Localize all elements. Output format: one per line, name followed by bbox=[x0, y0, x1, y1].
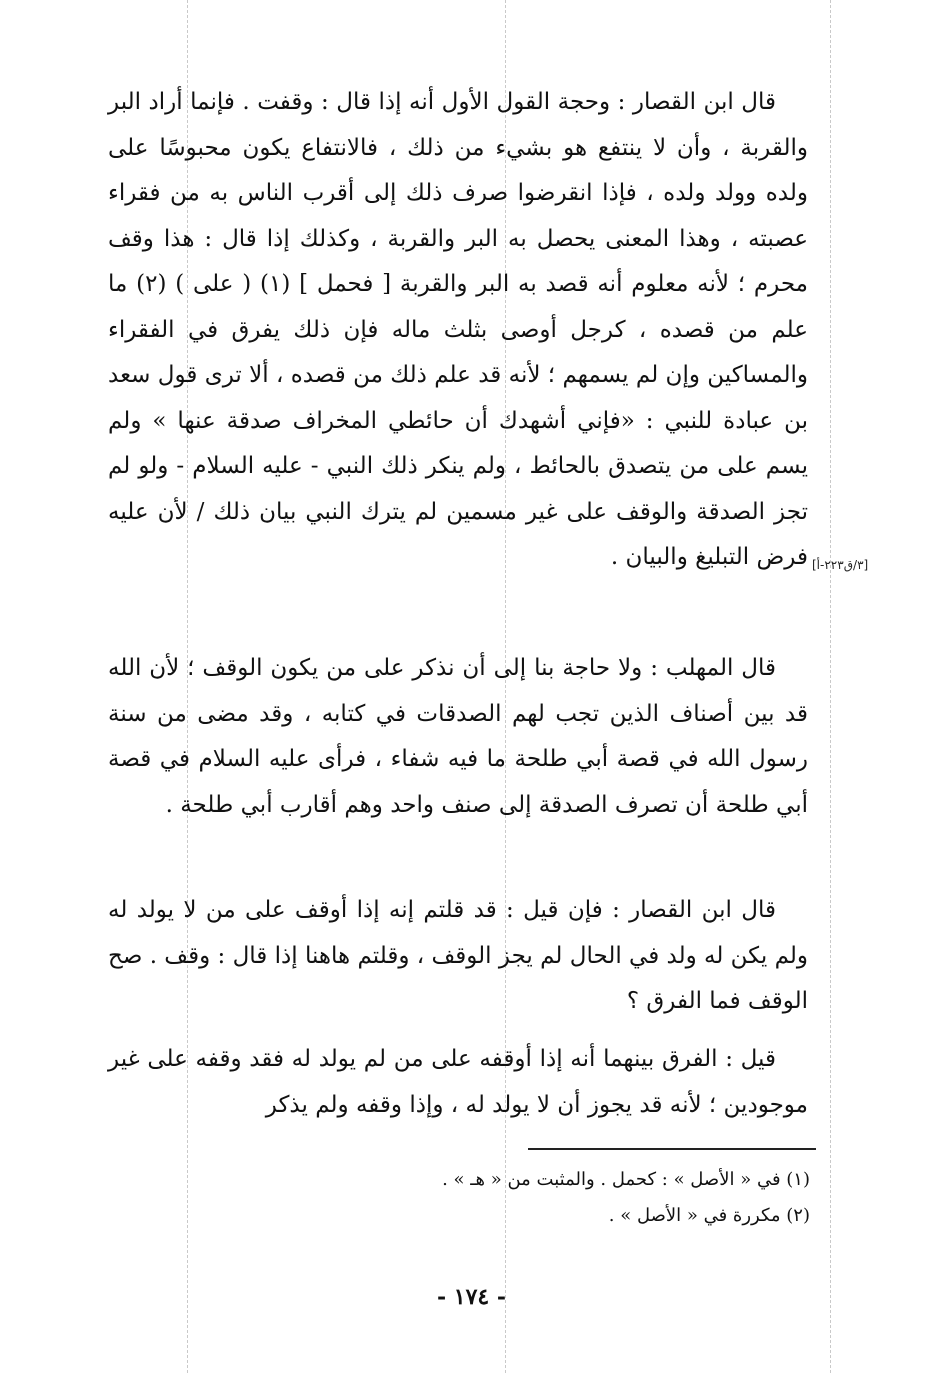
footnote-2: (٢) مكررة في « الأصل » . bbox=[608, 1205, 810, 1226]
paragraph-3-block bbox=[108, 888, 808, 1025]
footnote-separator bbox=[528, 1148, 816, 1150]
page-number: - ١٧٤ - bbox=[436, 1284, 507, 1310]
footnote-1: (١) في « الأصل » : كحمل . والمثبت من « هـ » . bbox=[442, 1169, 810, 1190]
paragraph-4: قيل : الفرق بينهما أنه إذا أوقفه على من لم يولد له فقد وقفه على غير موجودين ؛ لأنه قد يجوز أن لا يولد له ، وإذا وقفه ولم يذكر bbox=[108, 1046, 808, 1118]
paragraph-3: قال ابن القصار : فإن قيل : قد قلتم إنه إذا أوقف على من لا يولد له ولم يكن له ولد في الحال لم يجز الوقف ، وقلتم هاهنا إذا قال : وقف . صح الوقف فما الفرق ؟ bbox=[108, 897, 808, 1014]
paragraph-2-block bbox=[108, 646, 808, 828]
manuscript-folio-marker: [٣/ق٢٢٣-أ] bbox=[812, 558, 869, 572]
scan-guide-line bbox=[830, 0, 831, 1373]
paragraph-1: قال ابن القصار : وحجة القول الأول أنه إذا قال : وقفت . فإنما أراد البر والقربة ، وأن لا ينتفع هو بشيء من ذلك ، فالانتفاع يكون محبوسًا على ولده وولد ولده ، فإذا انقرضوا صرف ذلك إلى أقرب الناس به من فقراء عصبته ، وهذا المعنى يحصل به البر والقربة ، وكذلك إذا قال : هذا وقف محرم ؛ لأنه معلوم أنه قصد به البر والقربة [ فحمل ] (١) ( على ) (٢) ما علم من قصده ، كرجل أوصى بثلث ماله فإن ذلك يفرق في الفقراء والمساكين وإن لم يسمهم ؛ لأنه قد علم ذلك من قصده ، ألا ترى قول سعد بن عبادة للنبي : «فإني أشهدك أن حائطي المخراف صدقة عنها » ولم يسم على من يتصدق بالحائط ، ولم ينكر ذلك النبي - عليه السلام - ولو لم تجز الصدقة والوقف على غير مسمين لم يترك النبي بيان ذلك / لأن عليه فرض التبليغ والبيان . bbox=[108, 89, 808, 570]
footnotes bbox=[300, 1162, 810, 1234]
paragraph-4-block bbox=[108, 1037, 808, 1128]
paragraph-1-block bbox=[108, 80, 808, 581]
paragraph-2: قال المهلب : ولا حاجة بنا إلى أن نذكر على من يكون الوقف ؛ لأن الله قد بين أصناف الذين تجب لهم الصدقات في كتابه ، وقد مضى من سنة رسول الله في قصة أبي طلحة ما فيه شفاء ، فرأى عليه السلام في قصة أبي طلحة أن تصرف الصدقة إلى صنف واحد وهم أقارب أبي طلحة . bbox=[108, 655, 808, 818]
